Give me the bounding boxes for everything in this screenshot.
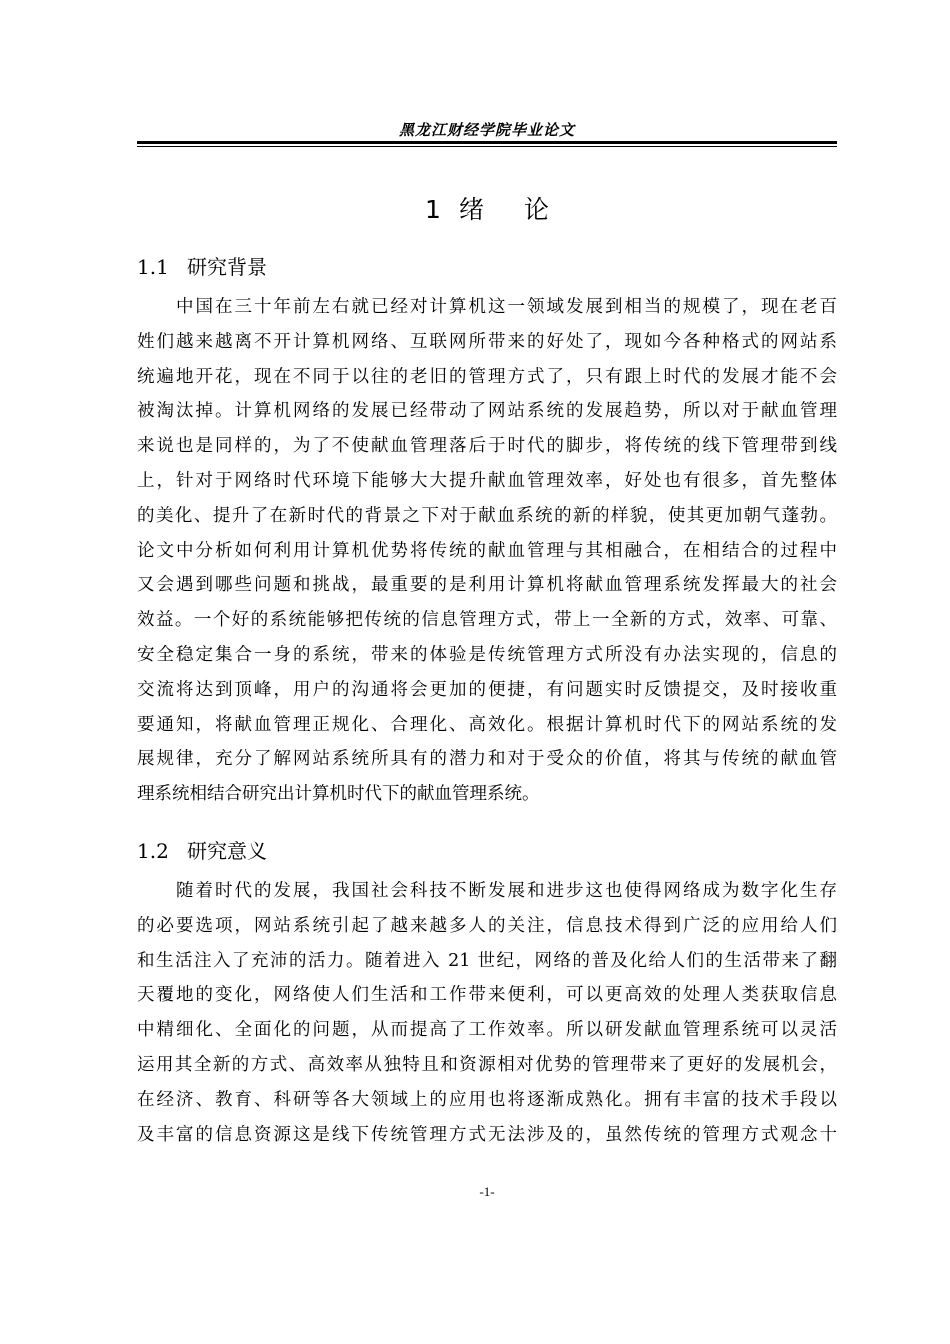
text-line: 又会遇到哪些问题和挑战，最重要的是利用计算机将献血管理系统发挥最大的社会 — [137, 575, 837, 596]
page-number: -1- — [479, 1184, 495, 1199]
chapter-title — [137, 190, 837, 226]
text-line: 理系统相结合研究出计算机时代下的献血管理系统。 — [137, 784, 540, 805]
section-1-2-paragraph — [137, 874, 837, 1152]
text-line: 要通知，将献血管理正规化、合理化、高效化。根据计算机时代下的网站系统的发 — [137, 714, 837, 735]
text-line: 来说也是同样的，为了不使献血管理落后于时代的脚步，将传统的线下管理带到线 — [137, 436, 837, 457]
chapter-number: 1 — [425, 195, 441, 224]
text-line: 姓们越来越离不开计算机网络、互联网所带来的好处了，现如今各种格式的网站系 — [137, 331, 837, 352]
text-line: 中精细化、全面化的问题，从而提高了工作效率。所以研发献血管理系统可以灵活 — [137, 1020, 837, 1041]
text-line: 交流将达到顶峰，用户的沟通将会更加的便捷，有问题实时反馈提交，及时接收重 — [137, 679, 837, 700]
text-line: 展规律，充分了解网站系统所具有的潜力和对于受众的价值，将其与传统的献血管 — [137, 749, 837, 770]
header-rule-thin — [137, 146, 837, 147]
section-heading-1-2 — [137, 835, 267, 864]
text-line: 统遍地开花，现在不同于以往的老旧的管理方式了，只有跟上时代的发展才能不会 — [137, 366, 837, 387]
text-line: 和生活注入了充沛的活力。随着进入 21 世纪，网络的普及化给人们的生活带来了翻 — [137, 950, 837, 971]
text-line: 中国在三十年前左右就已经对计算机这一领域发展到相当的规模了，现在老百 — [137, 297, 837, 317]
section-title: 研究背景 — [187, 255, 267, 279]
section-title: 研究意义 — [187, 839, 267, 863]
running-header: 黑龙江财经学院毕业论文 — [398, 121, 575, 139]
text-line: 天覆地的变化，网络使人们生活和工作带来便利，可以更高效的处理人类获取信息 — [137, 985, 837, 1006]
section-number: 1.1 — [137, 255, 169, 279]
text-line: 安全稳定集合一身的系统，带来的体验是传统管理方式所没有办法实现的，信息的 — [137, 644, 837, 665]
text-line: 论文中分析如何利用计算机优势将传统的献血管理与其相融合，在相结合的过程中 — [137, 540, 837, 561]
chapter-title-part-2: 论 — [523, 195, 549, 224]
section-number: 1.2 — [137, 839, 169, 863]
text-line: 的必要选项，网站系统引起了越来越多人的关注，信息技术得到广泛的应用给人们 — [137, 915, 837, 936]
text-line: 及丰富的信息资源这是线下传统管理方式无法涉及的，虽然传统的管理方式观念十 — [137, 1124, 837, 1145]
text-line: 上，针对于网络时代环境下能够大大提升献血管理效率，好处也有很多，首先整体 — [137, 470, 837, 491]
text-line: 效益。一个好的系统能够把传统的信息管理方式，带上一全新的方式，效率、可靠、 — [137, 610, 837, 631]
header-rule-thick — [137, 141, 837, 144]
text-line: 在经济、教育、科研等各大领域上的应用也将逐渐成熟化。拥有丰富的技术手段以 — [137, 1089, 837, 1110]
text-line: 运用其全新的方式、高效率从独特且和资源相对优势的管理带来了更好的发展机会， — [137, 1054, 837, 1075]
section-1-1-paragraph — [137, 290, 837, 812]
chapter-title-part-1: 绪 — [458, 195, 484, 224]
section-heading-1-1 — [137, 251, 267, 280]
text-line: 随着时代的发展，我国社会科技不断发展和进步这也使得网络成为数字化生存 — [137, 881, 837, 901]
text-line: 的美化、提升了在新时代的背景之下对于献血系统的新的样貌，使其更加朝气蓬勃。 — [137, 505, 837, 526]
text-line: 被淘汰掉。计算机网络的发展已经带动了网站系统的发展趋势，所以对于献血管理 — [137, 401, 837, 422]
